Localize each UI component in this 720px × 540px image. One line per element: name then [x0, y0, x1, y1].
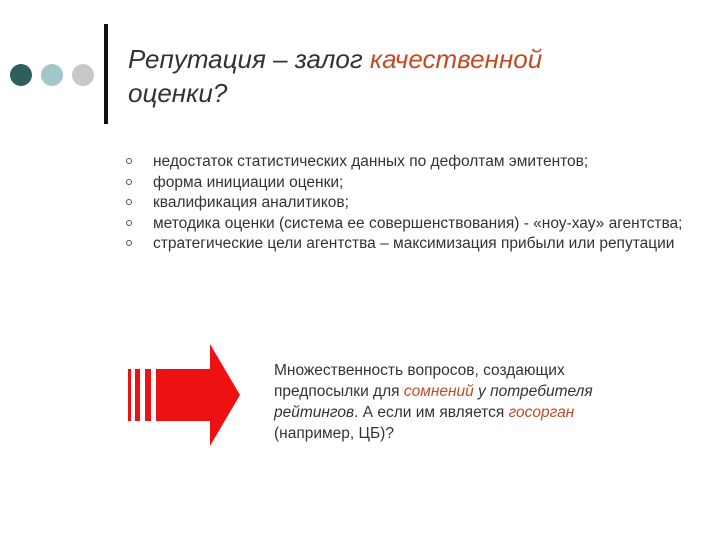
bullet-text: форма инициации оценки;: [153, 173, 344, 191]
circle-bullet-icon: [126, 199, 132, 205]
gray-dot-icon: [72, 64, 94, 86]
title-divider: [104, 24, 108, 124]
note-segment: (например, ЦБ)?: [274, 425, 394, 442]
bullet-item: [126, 214, 686, 235]
bullet-item: [126, 173, 686, 194]
red-arrow-icon: [128, 344, 240, 446]
bullet-text: квалификация аналитиков;: [153, 194, 349, 211]
note-segment: Множественность вопросов, создающих предпосылки для: [274, 362, 565, 400]
circle-bullet-icon: [126, 179, 132, 185]
note-highlight: сомнений: [403, 383, 474, 400]
circle-bullet-icon: [126, 240, 132, 246]
slide-title: [128, 42, 688, 110]
note-text: [274, 360, 634, 444]
note-highlight: госорган: [508, 404, 575, 421]
dark-teal-dot-icon: [10, 64, 32, 86]
light-teal-dot-icon: [41, 64, 63, 86]
title-highlight: качественной: [369, 44, 543, 74]
circle-bullet-icon: [126, 158, 132, 164]
bullet-item: [126, 193, 686, 214]
bullet-item: [126, 152, 686, 173]
bullet-text: стратегические цели агентства – максимизация прибыли или репутации: [153, 235, 675, 252]
circle-bullet-icon: [126, 220, 132, 226]
note-segment: . А если им является: [354, 404, 509, 421]
bullet-text: методика оценки (система ее совершенствования) - «ноу-хау» агентства;: [153, 214, 683, 232]
bullet-item: [126, 234, 686, 255]
decorative-dots: [10, 64, 94, 86]
bullet-text: недостаток статистических данных по дефолтам эмитентов;: [153, 153, 589, 170]
title-part-2: оценки?: [128, 78, 228, 108]
title-part-1: Репутация – залог: [128, 44, 370, 74]
bullet-list: [126, 152, 686, 255]
note-segment-italic: у потребителя рейтингов: [274, 383, 593, 421]
